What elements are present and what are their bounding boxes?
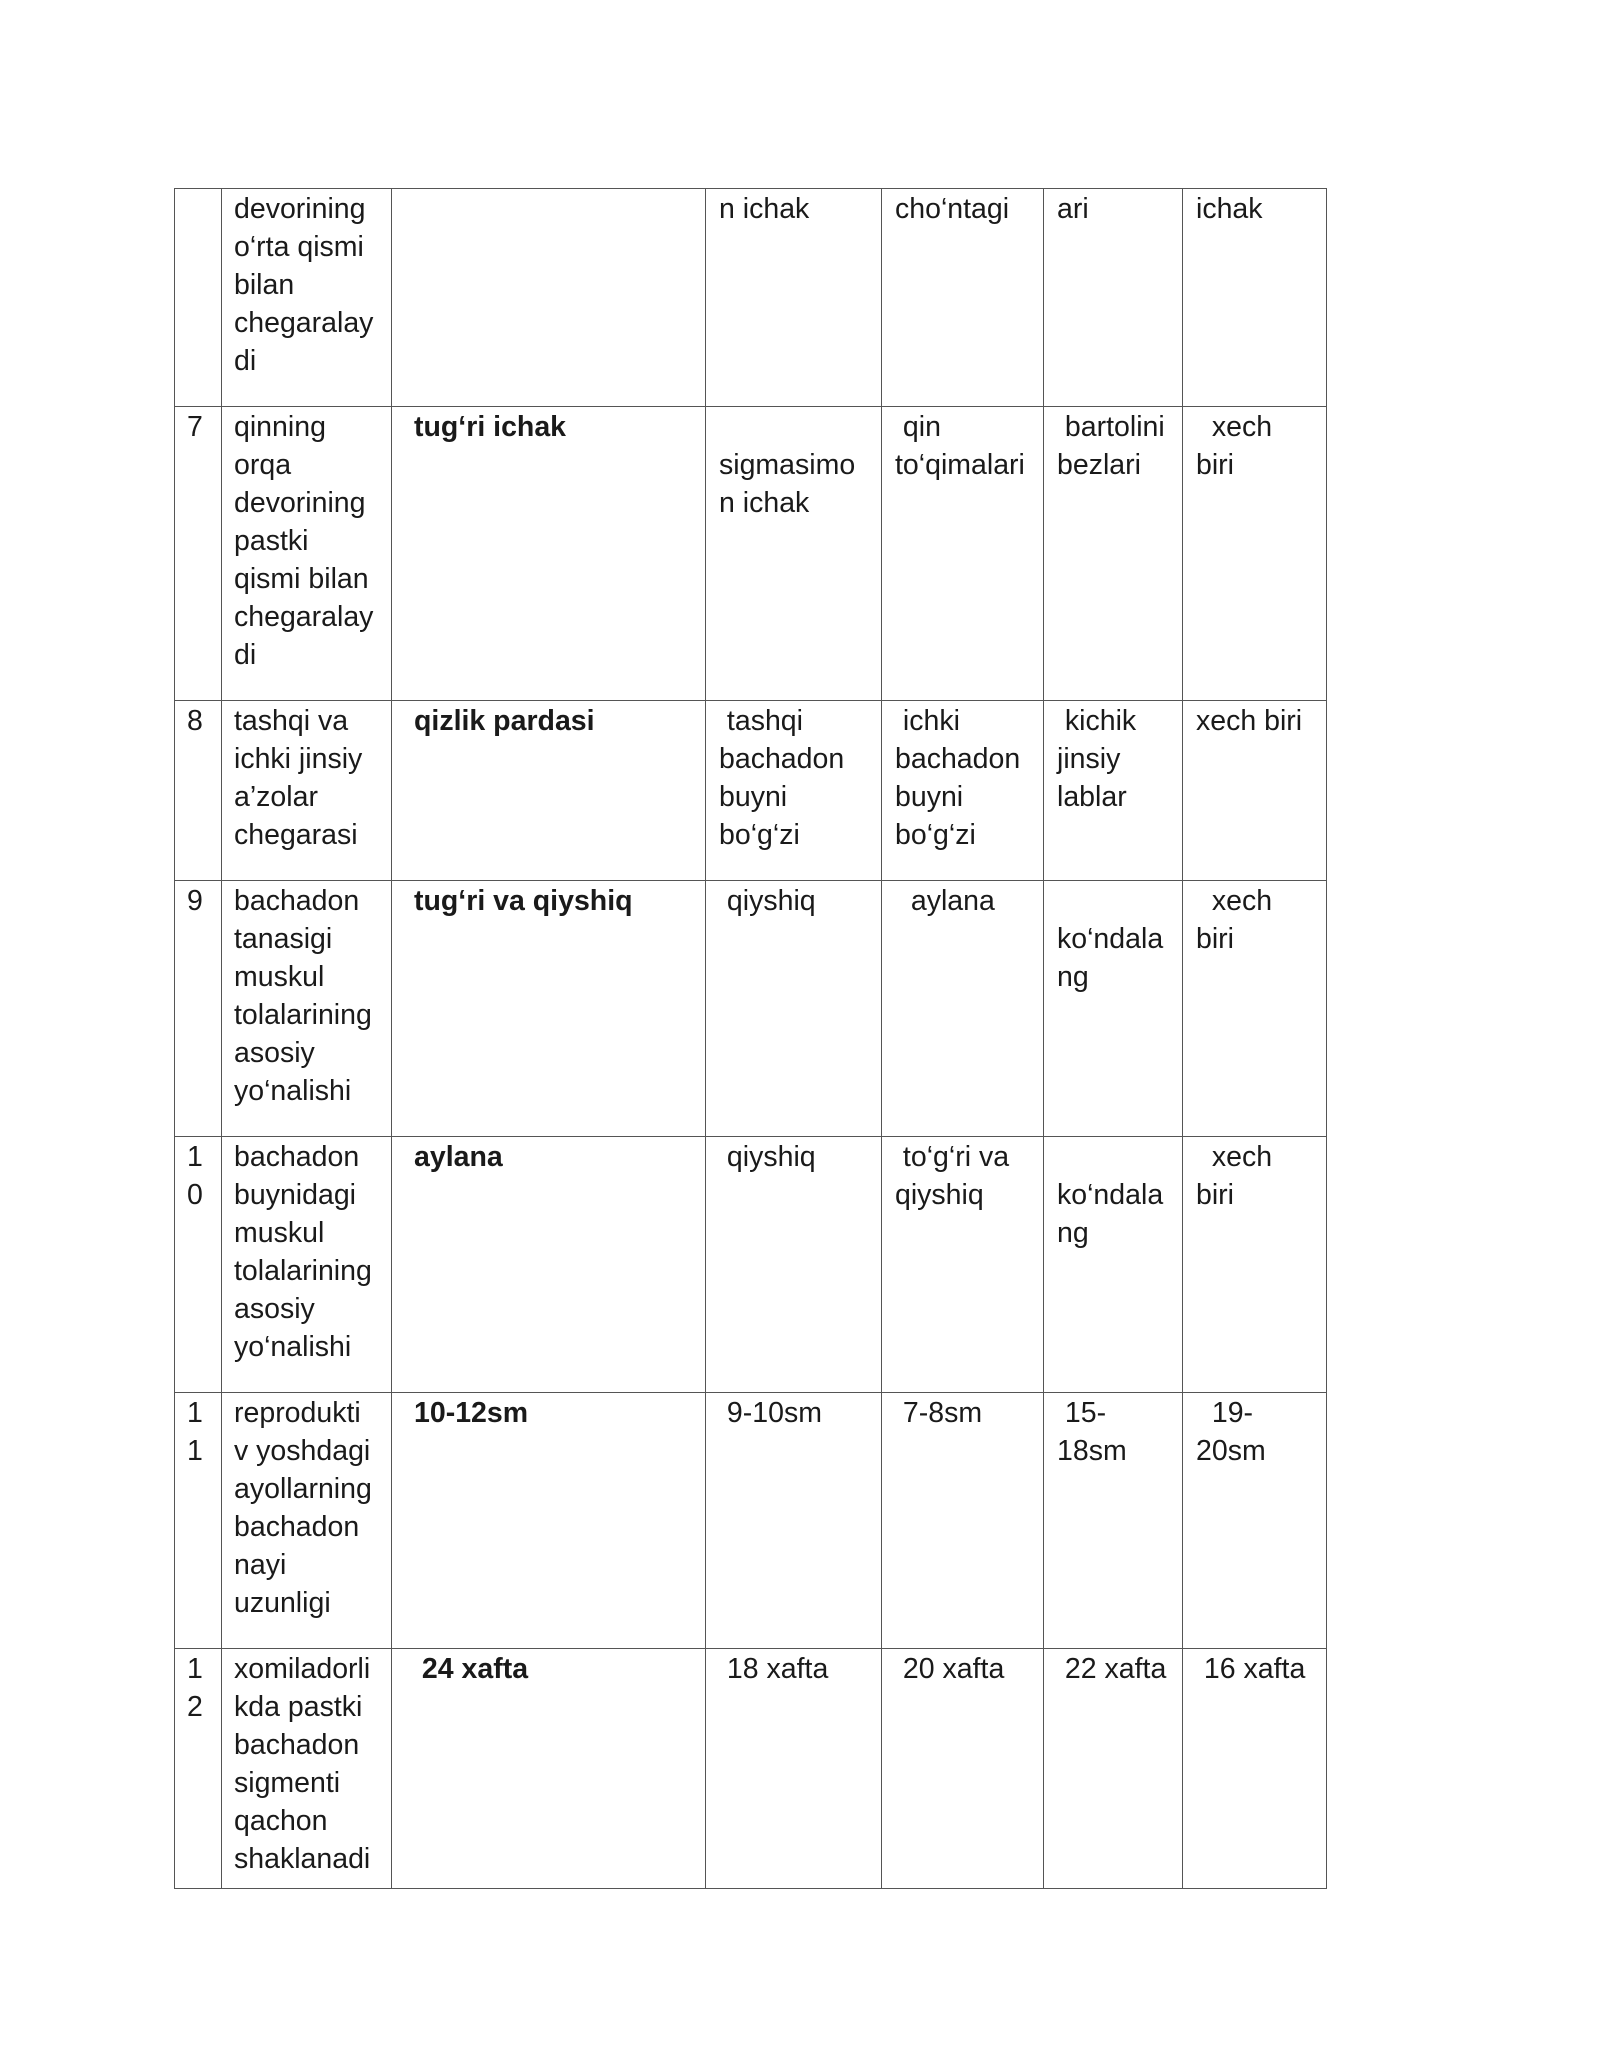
table-row (175, 701, 1327, 881)
option-cell: qiyshiq (706, 881, 882, 1137)
option-cell: 7-8sm (882, 1393, 1044, 1649)
option-cell: 19- 20sm (1183, 1393, 1327, 1649)
question-cell: bachadon tanasigi muskul tolalarining asosiy yo‘nalishi (222, 881, 392, 1137)
option-cell: 16 xafta (1183, 1649, 1327, 1889)
correct-answer-cell: 24 xafta (392, 1649, 706, 1889)
question-cell: tashqi va ichki jinsiy a’zolar chegarasi (222, 701, 392, 881)
table-row (175, 1393, 1327, 1649)
option-cell: qiyshiq (706, 1137, 882, 1393)
table-row (175, 1137, 1327, 1393)
option-cell: 15- 18sm (1044, 1393, 1183, 1649)
option-cell: ari (1044, 189, 1183, 407)
option-cell: 22 xafta (1044, 1649, 1183, 1889)
option-cell: ko‘ndala ng (1044, 881, 1183, 1137)
row-number: 1 2 (175, 1649, 222, 1889)
option-cell: aylana (882, 881, 1044, 1137)
correct-answer-cell: 10-12sm (392, 1393, 706, 1649)
option-cell: tashqi bachadon buyni bo‘g‘zi (706, 701, 882, 881)
table-row (175, 407, 1327, 701)
correct-answer-cell: aylana (392, 1137, 706, 1393)
option-cell: 20 xafta (882, 1649, 1044, 1889)
option-cell: bartolini bezlari (1044, 407, 1183, 701)
correct-answer-cell: tug‘ri va qiyshiq (392, 881, 706, 1137)
question-table (174, 188, 1327, 1889)
option-cell: xech biri (1183, 1137, 1327, 1393)
option-cell: ko‘ndala ng (1044, 1137, 1183, 1393)
question-cell: xomiladorli kda pastki bachadon sigmenti qachon shaklanadi (222, 1649, 392, 1889)
row-number: 1 0 (175, 1137, 222, 1393)
table-row (175, 189, 1327, 407)
correct-answer-cell (392, 189, 706, 407)
correct-answer-cell: qizlik pardasi (392, 701, 706, 881)
option-cell: kichik jinsiy lablar (1044, 701, 1183, 881)
option-cell: xech biri (1183, 701, 1327, 881)
question-cell: bachadon buynidagi muskul tolalarining asosiy yo‘nalishi (222, 1137, 392, 1393)
option-cell: cho‘ntagi (882, 189, 1044, 407)
option-cell: sigmasimo n ichak (706, 407, 882, 701)
option-cell: xech biri (1183, 407, 1327, 701)
row-number: 8 (175, 701, 222, 881)
option-cell: 9-10sm (706, 1393, 882, 1649)
question-cell: reprodukti v yoshdagi ayollarning bachadon nayi uzunligi (222, 1393, 392, 1649)
correct-answer-cell: tug‘ri ichak (392, 407, 706, 701)
table-row (175, 881, 1327, 1137)
option-cell: to‘g‘ri va qiyshiq (882, 1137, 1044, 1393)
option-cell: n ichak (706, 189, 882, 407)
row-number: 1 1 (175, 1393, 222, 1649)
question-cell: qinning orqa devorining pastki qismi bilan chegaralay di (222, 407, 392, 701)
option-cell: ichki bachadon buyni bo‘g‘zi (882, 701, 1044, 881)
option-cell: qin to‘qimalari (882, 407, 1044, 701)
row-number: 7 (175, 407, 222, 701)
question-cell: devorining o‘rta qismi bilan chegaralay di (222, 189, 392, 407)
row-number: 9 (175, 881, 222, 1137)
option-cell: 18 xafta (706, 1649, 882, 1889)
option-cell: ichak (1183, 189, 1327, 407)
table-row (175, 1649, 1327, 1889)
option-cell: xech biri (1183, 881, 1327, 1137)
row-number (175, 189, 222, 407)
